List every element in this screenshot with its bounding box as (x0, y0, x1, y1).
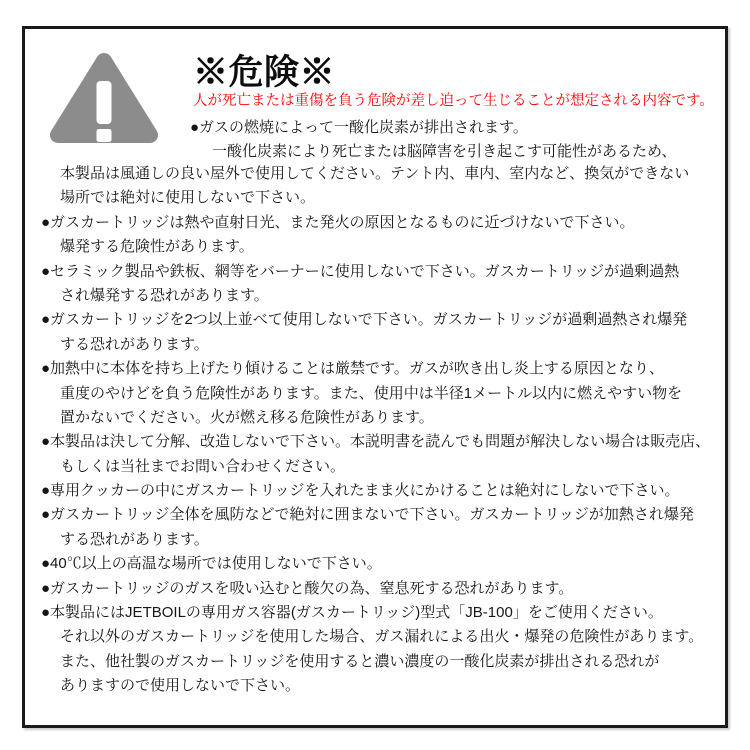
warning-line: 爆発する危険性があります。 (60, 238, 254, 256)
warning-line: もしくは当社までお問い合わせください。 (60, 457, 346, 475)
warning-line: ●ガスカートリッジのガスを吸い込むと酸欠の為、窒息死する恐れがあります。 (41, 579, 574, 597)
warning-line: また、他社製のガスカートリッジを使用すると濃い濃度の一酸化炭素が排出される恐れが (60, 652, 660, 670)
warning-line: ●本製品にはJETBOILの専用ガス容器(ガスカートリッジ)型式「JB-100」をご使用ください。 (41, 604, 663, 622)
warning-line: 場所では絶対に使用しないで下さい。 (60, 189, 316, 207)
warning-line: ●ガスカートリッジを2つ以上並べて使用しないで下さい。ガスカートリッジが過剰過熱され爆発 (41, 311, 688, 329)
warning-line: ●ガスカートリッジは熱や直射日光、また発火の原因となるものに近づけないで下さい。 (41, 213, 635, 231)
warning-line: ●専用クッカーの中にガスカートリッジを入れたまま火にかけることは絶対にしないで下さい。 (41, 482, 680, 500)
warning-line: する恐れがあります。 (60, 335, 209, 353)
warning-line: 本製品は風通しの良い屋外で使用してください。テント内、車内、室内など、換気ができない (60, 165, 690, 182)
warning-line: ●ガスカートリッジ全体を風防などで絶対に囲まないで下さい。ガスカートリッジが加熱され爆発 (41, 506, 694, 524)
warning-line: 重度のやけどを負う危険性があります。また、使用中は半径1メートル以内に燃えやすい物を (60, 384, 683, 402)
danger-notice-panel (22, 26, 728, 728)
warning-line: 置かないでください。火が燃え移る危険性があります。 (60, 408, 434, 426)
warning-line: それ以外のガスカートリッジを使用した場合、ガス漏れによる出火・爆発の危険性があります。 (60, 628, 704, 646)
danger-title: ※危険※ (193, 53, 336, 92)
warning-line: ありますので使用しないで下さい。 (60, 677, 301, 695)
warning-line: ●加熱中に本体を持ち上げたり傾けることは厳禁です。ガスが吹き出し炎上する原因となり、 (41, 360, 664, 378)
warning-triangle-icon (49, 50, 159, 147)
warning-line: ●本製品は決して分解、改造しないで下さい。本説明書を読んでも問題が解決しない場合は販売店、 (41, 433, 711, 451)
warning-line: ●セラミック製品や鉄板、網等をバーナーに使用しないで下さい。ガスカートリッジが過剰過熱 (41, 262, 680, 280)
warning-line: する恐れがあります。 (60, 530, 209, 548)
warning-line: ●40℃以上の高温な場所では使用しないで下さい。 (41, 555, 382, 573)
warning-line: され爆発する恐れがあります。 (60, 286, 269, 304)
warning-line: 一酸化炭素により死亡または脳障害を引き起こす可能性があるため、 (212, 143, 677, 160)
danger-description: 人が死亡または重傷を負う危険が差し迫って生じることが想定される内容です。 (193, 93, 714, 109)
warning-line: ●ガスの燃焼によって一酸化炭素が排出されます。 (190, 119, 528, 136)
warning-list (41, 162, 727, 699)
